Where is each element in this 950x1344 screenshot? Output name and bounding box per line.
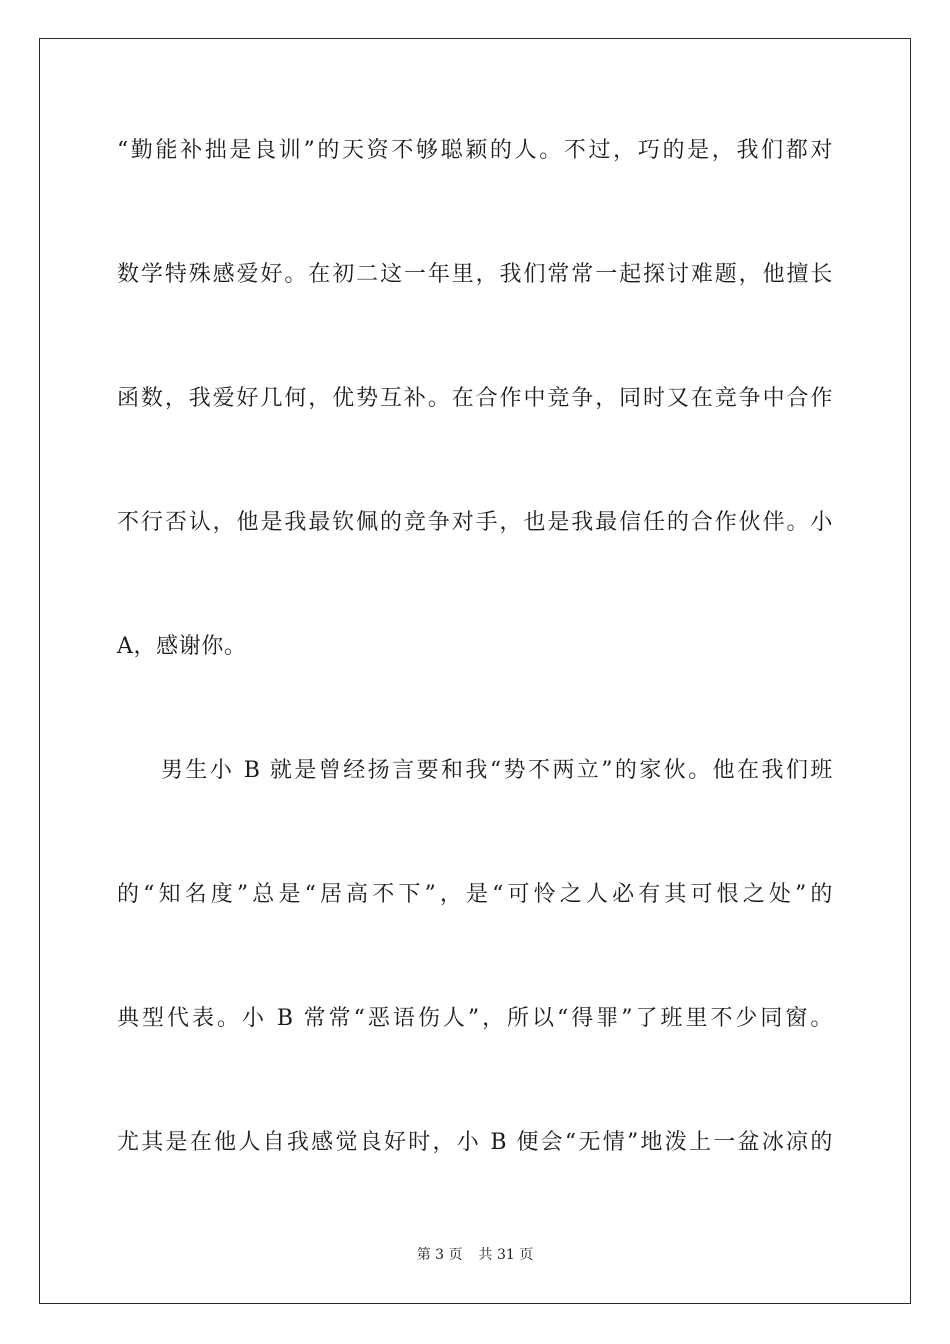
body-line-8: 典型代表。小 B 常常“恶语伤人”，所以“得罪”了班里不少同窗。: [117, 1006, 833, 1031]
page-number: 第 3 页: [416, 1247, 463, 1263]
body-line-1: “勤能补拙是良训”的天资不够聪颖的人。不过，巧的是，我们都对: [117, 138, 833, 163]
page-border: [39, 38, 911, 1304]
page-footer: [0, 1246, 950, 1264]
body-line-5: A，感谢你。: [117, 634, 247, 659]
body-line-3: 函数，我爱好几何，优势互补。在合作中竞争，同时又在竞争中合作: [117, 386, 833, 411]
body-line-4: 不行否认，他是我最钦佩的竞争对手，也是我最信任的合作伙伴。小: [117, 510, 833, 535]
body-line-6: 男生小 B 就是曾经扬言要和我“势不两立”的家伙。他在我们班: [161, 758, 833, 783]
body-line-2: 数学特殊感爱好。在初二这一年里，我们常常一起探讨难题，他擅长: [117, 262, 833, 287]
total-pages: 共 31 页: [478, 1247, 534, 1263]
body-line-7: 的“知名度”总是“居高不下”，是“可怜之人必有其可恨之处”的: [117, 882, 833, 907]
body-line-9: 尤其是在他人自我感觉良好时，小 B 便会“无情”地泼上一盆冰凉的: [117, 1130, 833, 1155]
